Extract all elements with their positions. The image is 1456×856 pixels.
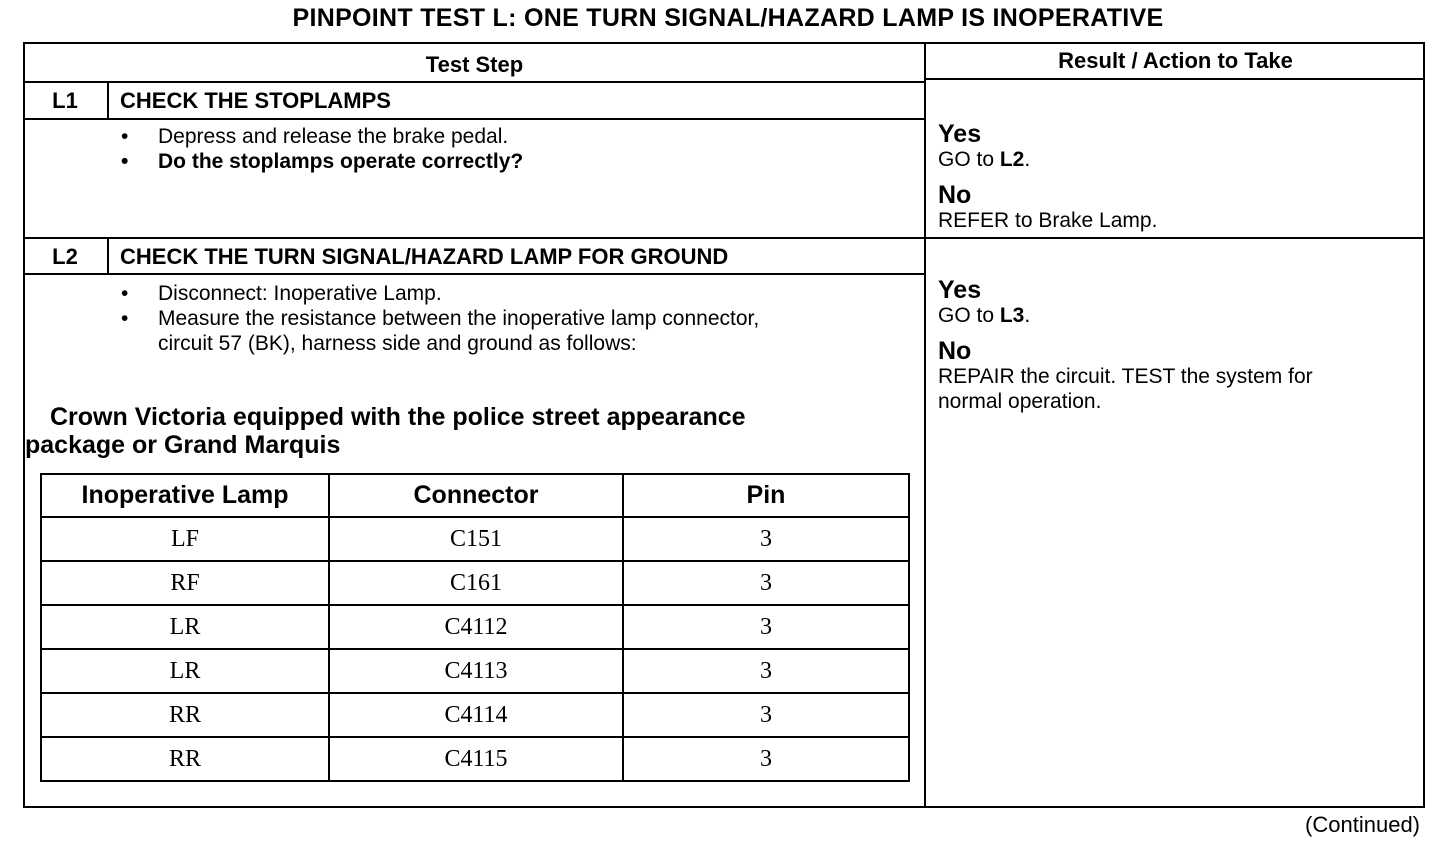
- step-l1-header-underline: [23, 118, 926, 120]
- step-l2-id: L2: [52, 244, 78, 269]
- table-row: [41, 561, 909, 605]
- pin-cell: 3: [623, 517, 909, 561]
- connector-cell: C4115: [329, 737, 623, 781]
- step-l1-bullet-2: • Do the stoplamps operate correctly?: [121, 150, 524, 173]
- connector-cell: C161: [329, 561, 623, 605]
- step-l1-no-action: REFER to Brake Lamp.: [938, 209, 1158, 232]
- step-l1-id: L1: [52, 88, 78, 113]
- column-divider: [924, 42, 926, 808]
- header-divider-left: [23, 81, 926, 83]
- table-row: [41, 605, 909, 649]
- pin-table-header-row: [41, 474, 909, 517]
- pin-table-header-connector: Connector: [329, 474, 623, 517]
- column-header-result: Result / Action to Take: [1058, 48, 1293, 73]
- step-l2-no-action-line1: REPAIR the circuit. TEST the system for: [938, 365, 1313, 388]
- lamp-cell: LR: [41, 649, 329, 693]
- bullet-dot: •: [121, 282, 129, 305]
- step-l2-no-label: No: [938, 337, 972, 365]
- pin-cell: 3: [623, 605, 909, 649]
- step-l2-id-divider: [107, 237, 109, 274]
- lamp-cell: LF: [41, 517, 329, 561]
- step-l1-title: CHECK THE STOPLAMPS: [120, 88, 391, 113]
- lamp-cell: RF: [41, 561, 329, 605]
- continued-footer: (Continued): [1305, 812, 1420, 837]
- step-l1-yes-label: Yes: [938, 120, 982, 148]
- step-l1-bullets: [121, 124, 524, 174]
- bullet-dot: •: [121, 150, 129, 173]
- step-l1-id-divider: [107, 81, 109, 119]
- connector-cell: C4113: [329, 649, 623, 693]
- step-l2-bullet-1: • Disconnect: Inoperative Lamp.: [121, 282, 442, 305]
- pin-cell: 3: [623, 561, 909, 605]
- lamp-cell: LR: [41, 605, 329, 649]
- header-divider-right: [924, 78, 1425, 80]
- lamp-cell: RR: [41, 737, 329, 781]
- pin-cell: 3: [623, 693, 909, 737]
- step-l2-yes-action: GO to L3.: [938, 304, 1031, 327]
- pin-table-header-lamp: Inoperative Lamp: [41, 474, 329, 517]
- vehicle-section-heading-line2: package or Grand Marquis: [25, 431, 341, 459]
- vehicle-section-heading-line1: Crown Victoria equipped with the police street appearance: [50, 403, 746, 431]
- step-l2-title: CHECK THE TURN SIGNAL/HAZARD LAMP FOR GROUND: [120, 244, 729, 269]
- step-l1-results: [938, 121, 1157, 233]
- bullet-dot: •: [121, 307, 129, 330]
- table-row: [41, 737, 909, 781]
- step-l1-yes-action: GO to L2.: [938, 148, 1031, 171]
- step-l2-bullets: [121, 281, 760, 356]
- step-l2-no-action-line2: normal operation.: [938, 390, 1102, 413]
- step-l2-yes-label: Yes: [938, 276, 982, 304]
- step-l2-bullet-2: • Measure the resistance between the inoperative lamp connector,: [121, 307, 760, 330]
- step-separator: [23, 237, 1425, 239]
- lamp-cell: RR: [41, 693, 329, 737]
- step-l2-results: [938, 277, 1313, 414]
- step-l1-bullet-1: • Depress and release the brake pedal.: [121, 125, 509, 148]
- pin-cell: 3: [623, 737, 909, 781]
- connector-cell: C4114: [329, 693, 623, 737]
- step-l1-no-label: No: [938, 181, 972, 209]
- pin-cell: 3: [623, 649, 909, 693]
- pin-table-header-pin: Pin: [623, 474, 909, 517]
- page-title: PINPOINT TEST L: ONE TURN SIGNAL/HAZARD LAMP IS INOPERATIVE: [292, 4, 1164, 32]
- step-l1-yes-target: L2: [999, 148, 1025, 171]
- column-header-test-step: Test Step: [425, 52, 524, 77]
- table-row: [41, 517, 909, 561]
- connector-pin-table: [40, 473, 910, 782]
- step-l2-bullet-2-cont: circuit 57 (BK), harness side and ground as follows:: [158, 332, 637, 355]
- step-l2-yes-target: L3: [999, 304, 1025, 327]
- bullet-dot: •: [121, 125, 129, 148]
- connector-cell: C151: [329, 517, 623, 561]
- step-l2-header-underline: [23, 273, 926, 275]
- connector-cell: C4112: [329, 605, 623, 649]
- table-row: [41, 693, 909, 737]
- table-row: [41, 649, 909, 693]
